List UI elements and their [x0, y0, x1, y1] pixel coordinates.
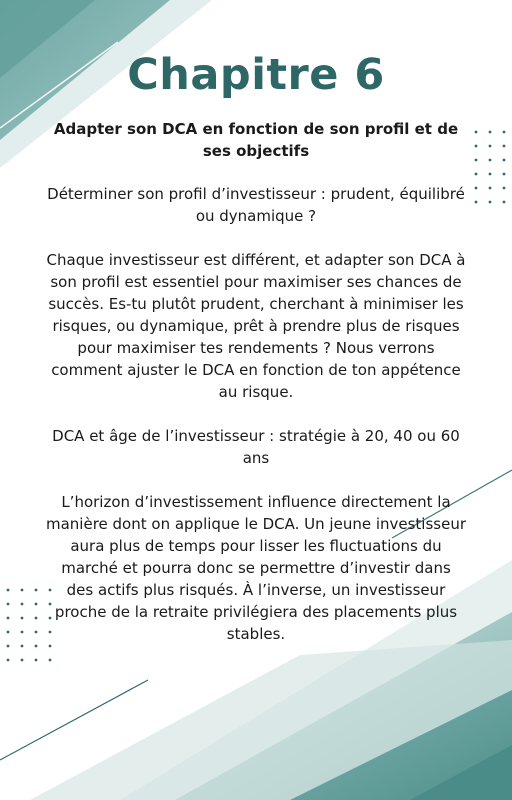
chapter-title: Chapitre 6	[127, 50, 385, 100]
paragraph-age-question: DCA et âge de l’investisseur : stratégie à 20, 40 ou 60 ans	[52, 427, 460, 467]
chapter-subtitle: Adapter son DCA en fonction de son profil et de ses objectifs	[53, 120, 459, 160]
paragraph-profile-body: Chaque investisseur est différent, et adapter son DCA à son profil est essentiel pour maximiser ses chances de succès. Es-tu plutôt prudent, cherchant à minimiser les risques, ou dynamique, prêt à prendre plus de risques pour maximiser tes rendements ? Nous verrons comment ajuster le DCA en fonction de ton appétence au risque.	[46, 251, 466, 401]
paragraph-profile-question: Déterminer son profil d’investisseur : prudent, équilibré ou dynamique ?	[47, 185, 465, 225]
dot-grid-right	[475, 131, 506, 204]
paragraph-age-body: L’horizon d’investissement influence directement la manière dont on applique le DCA. Un jeune investisseur aura plus de temps pour lisser les fluctuations du marché et pourra donc se permettre d’investir dans des actifs plus risqués. À l’inverse, un investisseur proche de la retraite privilégiera des placements plus stables.	[46, 493, 466, 643]
dot-grid-left	[7, 589, 52, 662]
